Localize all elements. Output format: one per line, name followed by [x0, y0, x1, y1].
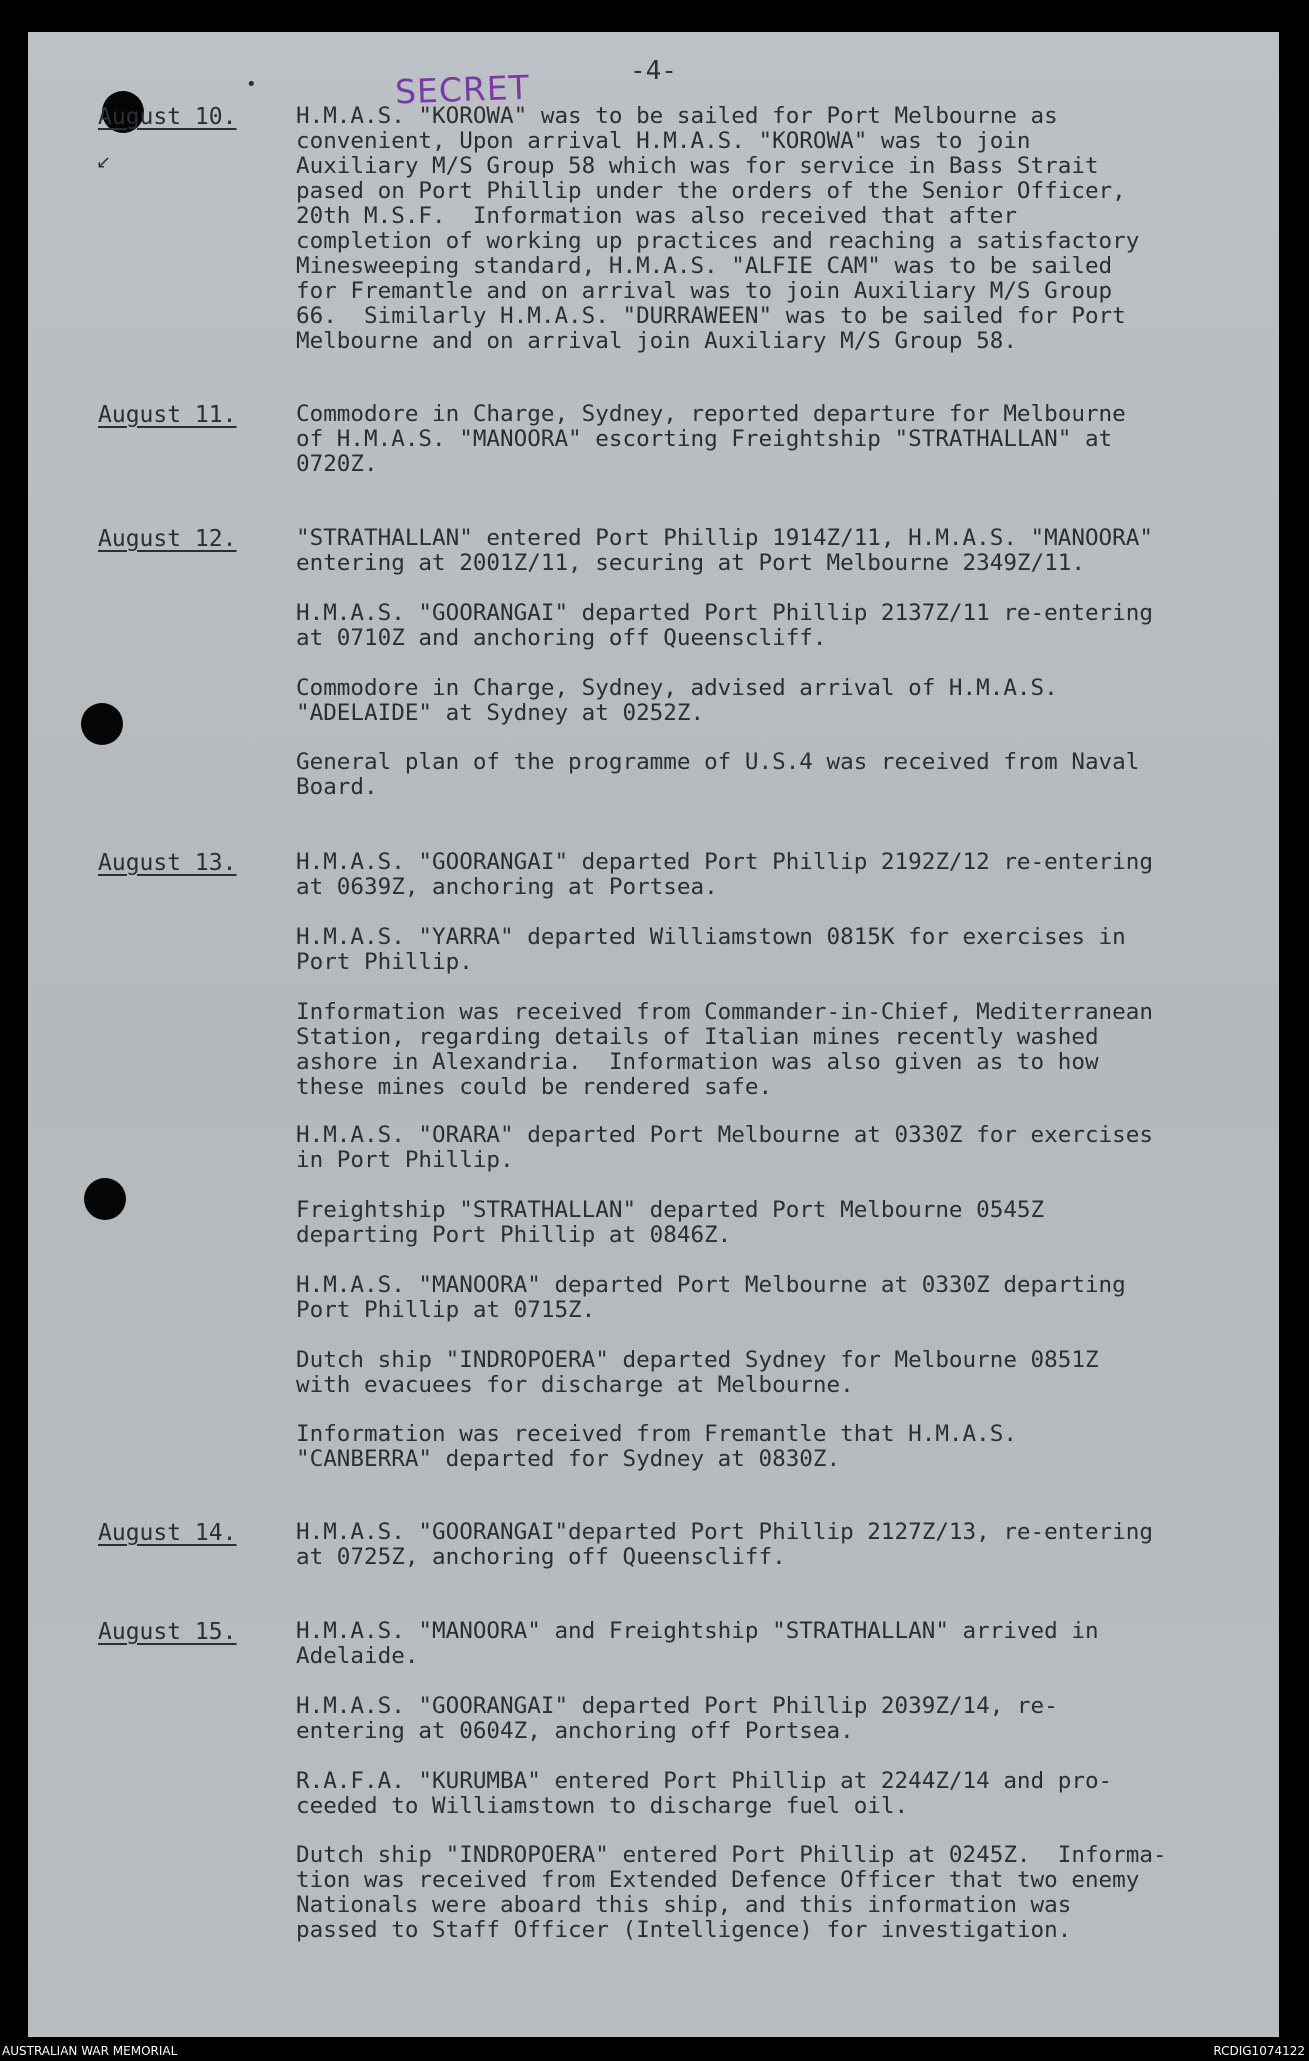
entry-date: August 14.: [98, 1520, 237, 1546]
entry-paragraph: Freightship "STRATHALLAN" departed Port Melbourne 0545Z departing Port Phillip at 0846Z.: [296, 1197, 1045, 1248]
entry-paragraph: H.M.A.S. "ORARA" departed Port Melbourne at 0330Z for exercises in Port Phillip.: [296, 1122, 1153, 1173]
entry-paragraph: H.M.A.S. "GOORANGAI" departed Port Phillip 2192Z/12 re-entering at 0639Z, anchoring at Portsea.: [296, 849, 1153, 900]
entry-paragraph: General plan of the programme of U.S.4 was received from Naval Board.: [296, 749, 1140, 800]
entry-paragraph: R.A.F.A. "KURUMBA" entered Port Phillip at 2244Z/14 and pro- ceeded to Williamstown to discharge fuel oil.: [296, 1768, 1113, 1819]
entry-date: August 11.: [98, 402, 237, 428]
entry-paragraph: H.M.A.S. "KOROWA" was to be sailed for Port Melbourne as convenient, Upon arrival H.M.A.S. "KOROWA" was to join Auxiliary M/S Group 58 which was for service in Bass Strait pased on Port Phillip under the orders of the Senior Officer, 20th M.S.F. Information was also received that after completion of working up practices and reaching a satisfactory Minesweeping standard, H.M.A.S. "ALFIE CAM" was to be sailed for Fremantle and on arrival was to join Auxiliary M/S Group 66. Similarly H.M.A.S. "DURRAWEEN" was to be sailed for Port Melbourne and on arrival join Auxiliary M/S Group 58.: [296, 103, 1140, 354]
punch-hole: [84, 1178, 126, 1220]
entry-paragraph: H.M.A.S. "MANOORA" departed Port Melbourne at 0330Z departing Port Phillip at 0715Z.: [296, 1272, 1126, 1323]
entry-date: August 12.: [98, 526, 237, 552]
footer-record-id: RCDIG1074122: [1213, 2044, 1305, 2058]
pencil-tick-mark: ↙: [96, 152, 112, 173]
pencil-tick-mark: •: [246, 74, 257, 95]
entry-paragraph: Dutch ship "INDROPOERA" entered Port Phillip at 0245Z. Informa- tion was received from Extended Defence Officer that two enemy Nationals were aboard this ship, and this information was passed to Staff Officer (Intelligence) for investigation.: [296, 1842, 1167, 1943]
entry-paragraph: Information was received from Fremantle that H.M.A.S. "CANBERRA" departed for Sydney at 0830Z.: [296, 1421, 1017, 1472]
entry-paragraph: Commodore in Charge, Sydney, reported departure for Melbourne of H.M.A.S. "MANOORA" escorting Freightship "STRATHALLAN" at 0720Z.: [296, 401, 1126, 477]
secret-stamp: SECRET: [394, 67, 531, 112]
entry-paragraph: H.M.A.S. "YARRA" departed Williamstown 0815K for exercises in Port Phillip.: [296, 924, 1126, 975]
entry-paragraph: Dutch ship "INDROPOERA" departed Sydney for Melbourne 0851Z with evacuees for discharge at Melbourne.: [296, 1347, 1099, 1398]
entry-paragraph: "STRATHALLAN" entered Port Phillip 1914Z/11, H.M.A.S. "MANOORA" entering at 2001Z/11, securing at Port Melbourne 2349Z/11.: [296, 525, 1153, 576]
page-number: -4-: [630, 56, 677, 86]
entry-date: August 10.: [98, 104, 237, 130]
entry-paragraph: Information was received from Commander-in-Chief, Mediterranean Station, regarding details of Italian mines recently washed ashore in Alexandria. Information was also given as to how these mines could be rendered safe.: [296, 999, 1153, 1100]
entry-paragraph: H.M.A.S. "GOORANGAI" departed Port Phillip 2039Z/14, re- entering at 0604Z, anchoring off Portsea.: [296, 1693, 1058, 1744]
entry-date: August 13.: [98, 850, 237, 876]
entry-paragraph: Commodore in Charge, Sydney, advised arrival of H.M.A.S. "ADELAIDE" at Sydney at 0252Z.: [296, 675, 1058, 726]
entry-date: August 15.: [98, 1619, 237, 1645]
entry-paragraph: H.M.A.S. "GOORANGAI"departed Port Phillip 2127Z/13, re-entering at 0725Z, anchoring off Queenscliff.: [296, 1519, 1153, 1570]
entry-paragraph: H.M.A.S. "GOORANGAI" departed Port Phillip 2137Z/11 re-entering at 0710Z and anchoring off Queenscliff.: [296, 600, 1153, 651]
footer-credit: AUSTRALIAN WAR MEMORIAL: [2, 2044, 178, 2058]
punch-hole: [81, 703, 123, 745]
entry-paragraph: H.M.A.S. "MANOORA" and Freightship "STRATHALLAN" arrived in Adelaide.: [296, 1618, 1099, 1669]
